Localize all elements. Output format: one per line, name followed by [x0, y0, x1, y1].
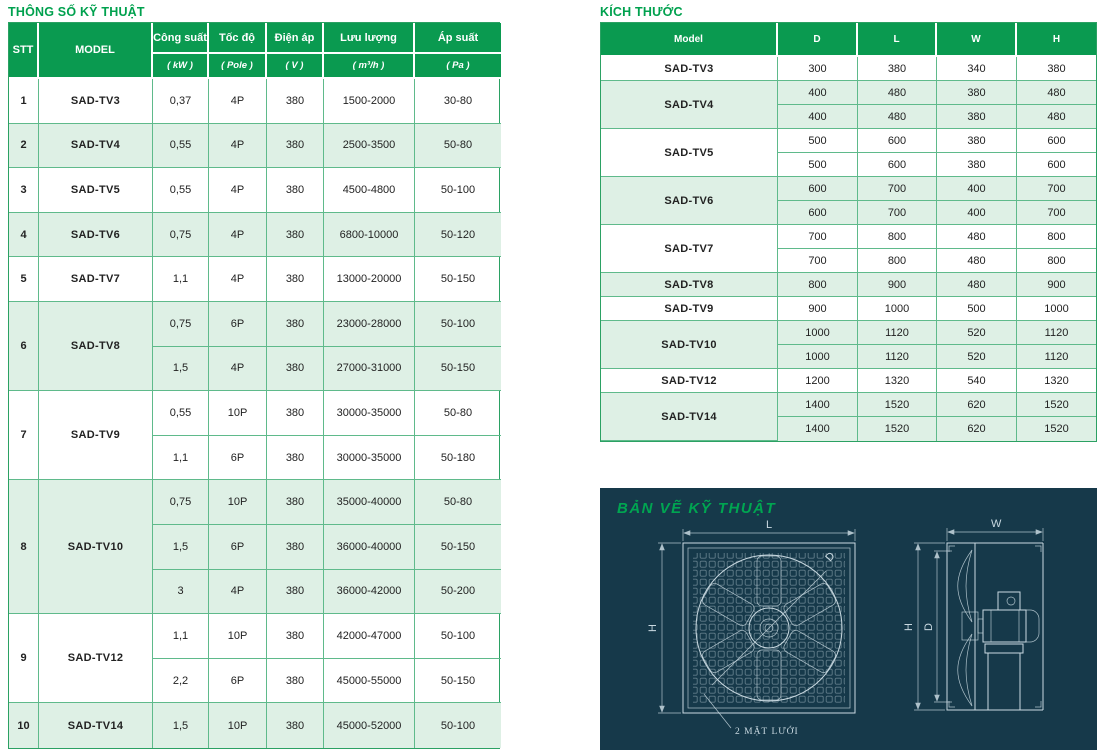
- stt-cell: 3: [9, 168, 39, 213]
- value-cell: 1320: [1017, 369, 1096, 393]
- value-cell: 1000: [778, 345, 858, 369]
- table-row: [9, 391, 501, 436]
- table-row: [9, 257, 501, 302]
- model-cell: SAD-TV7: [39, 257, 153, 302]
- value-cell: 1520: [858, 417, 937, 441]
- model-cell: SAD-TV12: [39, 614, 153, 703]
- value-cell: 50-100: [415, 703, 501, 748]
- value-cell: 0,75: [153, 213, 209, 258]
- stt-cell: 5: [9, 257, 39, 302]
- col-header-w: W: [937, 23, 1017, 57]
- stt-cell: 9: [9, 614, 39, 703]
- value-cell: 1120: [1017, 345, 1096, 369]
- unit-pressure: ( Pa ): [415, 54, 501, 79]
- value-cell: 340: [937, 57, 1017, 81]
- value-cell: 36000-42000: [324, 570, 415, 615]
- table-row: [9, 302, 501, 347]
- value-cell: 380: [267, 525, 324, 570]
- value-cell: 380: [937, 81, 1017, 105]
- value-cell: 10P: [209, 391, 267, 436]
- value-cell: 700: [1017, 177, 1096, 201]
- mesh-note: 2 MẶT LƯỚI: [735, 727, 799, 737]
- drawing-title: BẢN VẼ KỸ THUẬT: [617, 500, 777, 517]
- value-cell: 2,2: [153, 659, 209, 704]
- value-cell: 480: [858, 81, 937, 105]
- value-cell: 50-180: [415, 436, 501, 481]
- table-row: [601, 57, 1096, 81]
- value-cell: 10P: [209, 614, 267, 659]
- value-cell: 380: [267, 570, 324, 615]
- value-cell: 380: [267, 213, 324, 258]
- value-cell: 300: [778, 57, 858, 81]
- stt-cell: 4: [9, 213, 39, 258]
- value-cell: 0,75: [153, 480, 209, 525]
- value-cell: 45000-55000: [324, 659, 415, 704]
- value-cell: 50-100: [415, 614, 501, 659]
- value-cell: 1,1: [153, 614, 209, 659]
- value-cell: 380: [267, 480, 324, 525]
- value-cell: 4P: [209, 570, 267, 615]
- value-cell: 380: [1017, 57, 1096, 81]
- table-row: [601, 177, 1096, 201]
- unit-airflow: ( m³/h ): [324, 54, 415, 79]
- value-cell: 380: [267, 302, 324, 347]
- value-cell: 1520: [1017, 393, 1096, 417]
- value-cell: 50-150: [415, 659, 501, 704]
- value-cell: 1120: [858, 345, 937, 369]
- value-cell: 4P: [209, 347, 267, 392]
- value-cell: 600: [1017, 153, 1096, 177]
- value-cell: 800: [858, 225, 937, 249]
- value-cell: 6P: [209, 436, 267, 481]
- value-cell: 380: [267, 257, 324, 302]
- value-cell: 1520: [1017, 417, 1096, 441]
- side-view: [903, 518, 1043, 710]
- value-cell: 4500-4800: [324, 168, 415, 213]
- model-cell: SAD-TV10: [39, 480, 153, 614]
- stt-cell: 6: [9, 302, 39, 391]
- model-cell: SAD-TV8: [39, 302, 153, 391]
- value-cell: 380: [937, 129, 1017, 153]
- value-cell: 1200: [778, 369, 858, 393]
- value-cell: 700: [778, 225, 858, 249]
- value-cell: 480: [937, 225, 1017, 249]
- value-cell: 4P: [209, 257, 267, 302]
- model-cell: SAD-TV8: [601, 273, 778, 297]
- table-row: [9, 79, 501, 124]
- model-cell: SAD-TV6: [601, 177, 778, 225]
- value-cell: 500: [778, 153, 858, 177]
- value-cell: 480: [1017, 81, 1096, 105]
- value-cell: 700: [1017, 201, 1096, 225]
- table-row: [601, 297, 1096, 321]
- value-cell: 50-120: [415, 213, 501, 258]
- value-cell: 4P: [209, 124, 267, 169]
- stt-cell: 7: [9, 391, 39, 480]
- value-cell: 6800-10000: [324, 213, 415, 258]
- table-row: [601, 81, 1096, 105]
- value-cell: 500: [778, 129, 858, 153]
- value-cell: 800: [1017, 225, 1096, 249]
- value-cell: 10P: [209, 480, 267, 525]
- value-cell: 800: [858, 249, 937, 273]
- side-height-label: H: [903, 623, 915, 631]
- col-header-power: Công suất: [153, 23, 209, 54]
- col-header-speed: Tốc độ: [209, 23, 267, 54]
- value-cell: 27000-31000: [324, 347, 415, 392]
- value-cell: 1000: [778, 321, 858, 345]
- value-cell: 620: [937, 417, 1017, 441]
- technical-drawing-panel: [600, 488, 1097, 750]
- value-cell: 4P: [209, 168, 267, 213]
- value-cell: 600: [778, 201, 858, 225]
- value-cell: 1,5: [153, 347, 209, 392]
- value-cell: 4P: [209, 213, 267, 258]
- value-cell: 1000: [1017, 297, 1096, 321]
- value-cell: 30000-35000: [324, 391, 415, 436]
- value-cell: 50-100: [415, 168, 501, 213]
- col-header-model: MODEL: [39, 23, 153, 79]
- model-cell: SAD-TV4: [601, 81, 778, 129]
- model-cell: SAD-TV9: [39, 391, 153, 480]
- value-cell: 0,75: [153, 302, 209, 347]
- value-cell: 400: [778, 105, 858, 129]
- value-cell: 700: [858, 201, 937, 225]
- value-cell: 380: [858, 57, 937, 81]
- value-cell: 1,1: [153, 257, 209, 302]
- value-cell: 50-80: [415, 124, 501, 169]
- col-header-stt: STT: [9, 23, 39, 79]
- value-cell: 50-80: [415, 480, 501, 525]
- table-row: [601, 225, 1096, 249]
- value-cell: 380: [267, 703, 324, 748]
- value-cell: 1,5: [153, 525, 209, 570]
- col-header-pressure: Áp suất: [415, 23, 501, 54]
- dim-table-title: KÍCH THƯỚC: [600, 5, 683, 19]
- value-cell: 10P: [209, 703, 267, 748]
- table-row: [601, 369, 1096, 393]
- table-row: [9, 480, 501, 525]
- side-diameter-label: D: [923, 623, 935, 631]
- technical-drawing: [600, 488, 1097, 750]
- model-cell: SAD-TV10: [601, 321, 778, 369]
- col-header-model: Model: [601, 23, 778, 57]
- table-row: [9, 703, 501, 748]
- value-cell: 900: [858, 273, 937, 297]
- front-width-label: L: [766, 519, 773, 531]
- table-row: [9, 614, 501, 659]
- table-row: [601, 321, 1096, 345]
- value-cell: 4P: [209, 79, 267, 124]
- front-view: [647, 519, 855, 737]
- model-cell: SAD-TV14: [601, 393, 778, 441]
- value-cell: 0,55: [153, 168, 209, 213]
- value-cell: 900: [1017, 273, 1096, 297]
- value-cell: 900: [778, 297, 858, 321]
- value-cell: 620: [937, 393, 1017, 417]
- model-cell: SAD-TV3: [39, 79, 153, 124]
- value-cell: 480: [858, 105, 937, 129]
- stt-cell: 2: [9, 124, 39, 169]
- spec-table-header: [9, 23, 501, 79]
- value-cell: 13000-20000: [324, 257, 415, 302]
- value-cell: 380: [937, 153, 1017, 177]
- col-header-h: H: [1017, 23, 1096, 57]
- value-cell: 50-200: [415, 570, 501, 615]
- model-cell: SAD-TV14: [39, 703, 153, 748]
- col-header-l: L: [858, 23, 937, 57]
- value-cell: 50-150: [415, 347, 501, 392]
- value-cell: 1520: [858, 393, 937, 417]
- front-height-label: H: [647, 624, 659, 632]
- value-cell: 30-80: [415, 79, 501, 124]
- model-cell: SAD-TV5: [39, 168, 153, 213]
- value-cell: 700: [858, 177, 937, 201]
- value-cell: 6P: [209, 525, 267, 570]
- dim-table: [600, 22, 1097, 442]
- value-cell: 6P: [209, 302, 267, 347]
- value-cell: 500: [937, 297, 1017, 321]
- table-row: [9, 213, 501, 258]
- value-cell: 380: [267, 79, 324, 124]
- value-cell: 380: [267, 614, 324, 659]
- value-cell: 35000-40000: [324, 480, 415, 525]
- value-cell: 50-80: [415, 391, 501, 436]
- value-cell: 30000-35000: [324, 436, 415, 481]
- value-cell: 700: [778, 249, 858, 273]
- model-cell: SAD-TV12: [601, 369, 778, 393]
- col-header-d: D: [778, 23, 858, 57]
- value-cell: 0,55: [153, 124, 209, 169]
- spec-table: [8, 22, 500, 749]
- value-cell: 50-100: [415, 302, 501, 347]
- table-row: [601, 273, 1096, 297]
- value-cell: 36000-40000: [324, 525, 415, 570]
- value-cell: 600: [1017, 129, 1096, 153]
- value-cell: 380: [267, 436, 324, 481]
- unit-speed: ( Pole ): [209, 54, 267, 79]
- dim-table-header: [601, 23, 1096, 57]
- value-cell: 400: [778, 81, 858, 105]
- value-cell: 800: [778, 273, 858, 297]
- col-header-airflow: Lưu lượng: [324, 23, 415, 54]
- value-cell: 1400: [778, 417, 858, 441]
- model-cell: SAD-TV6: [39, 213, 153, 258]
- value-cell: 1320: [858, 369, 937, 393]
- value-cell: 1,5: [153, 703, 209, 748]
- spec-table-title: THÔNG SỐ KỸ THUẬT: [8, 5, 145, 19]
- value-cell: 600: [858, 129, 937, 153]
- model-cell: SAD-TV4: [39, 124, 153, 169]
- value-cell: 520: [937, 321, 1017, 345]
- value-cell: 380: [267, 347, 324, 392]
- value-cell: 1120: [858, 321, 937, 345]
- value-cell: 380: [937, 105, 1017, 129]
- value-cell: 3: [153, 570, 209, 615]
- value-cell: 800: [1017, 249, 1096, 273]
- value-cell: 0,37: [153, 79, 209, 124]
- value-cell: 6P: [209, 659, 267, 704]
- side-width-label: W: [991, 518, 1002, 530]
- value-cell: 400: [937, 177, 1017, 201]
- value-cell: 1400: [778, 393, 858, 417]
- stt-cell: 8: [9, 480, 39, 614]
- value-cell: 50-150: [415, 257, 501, 302]
- value-cell: 600: [858, 153, 937, 177]
- model-cell: SAD-TV9: [601, 297, 778, 321]
- value-cell: 1500-2000: [324, 79, 415, 124]
- value-cell: 380: [267, 391, 324, 436]
- unit-voltage: ( V ): [267, 54, 324, 79]
- value-cell: 520: [937, 345, 1017, 369]
- value-cell: 2500-3500: [324, 124, 415, 169]
- stt-cell: 10: [9, 703, 39, 748]
- value-cell: 1,1: [153, 436, 209, 481]
- col-header-voltage: Điện áp: [267, 23, 324, 54]
- table-row: [601, 129, 1096, 153]
- value-cell: 480: [937, 249, 1017, 273]
- value-cell: 50-150: [415, 525, 501, 570]
- model-cell: SAD-TV7: [601, 225, 778, 273]
- value-cell: 0,55: [153, 391, 209, 436]
- value-cell: 400: [937, 201, 1017, 225]
- value-cell: 23000-28000: [324, 302, 415, 347]
- value-cell: 1000: [858, 297, 937, 321]
- value-cell: 380: [267, 659, 324, 704]
- value-cell: 480: [937, 273, 1017, 297]
- value-cell: 600: [778, 177, 858, 201]
- stt-cell: 1: [9, 79, 39, 124]
- value-cell: 540: [937, 369, 1017, 393]
- front-diameter-label: D: [823, 550, 838, 565]
- table-row: [9, 124, 501, 169]
- value-cell: 380: [267, 124, 324, 169]
- model-cell: SAD-TV5: [601, 129, 778, 177]
- table-row: [9, 168, 501, 213]
- model-cell: SAD-TV3: [601, 57, 778, 81]
- value-cell: 42000-47000: [324, 614, 415, 659]
- unit-power: ( kW ): [153, 54, 209, 79]
- value-cell: 480: [1017, 105, 1096, 129]
- table-row: [601, 393, 1096, 417]
- value-cell: 1120: [1017, 321, 1096, 345]
- value-cell: 380: [267, 168, 324, 213]
- value-cell: 45000-52000: [324, 703, 415, 748]
